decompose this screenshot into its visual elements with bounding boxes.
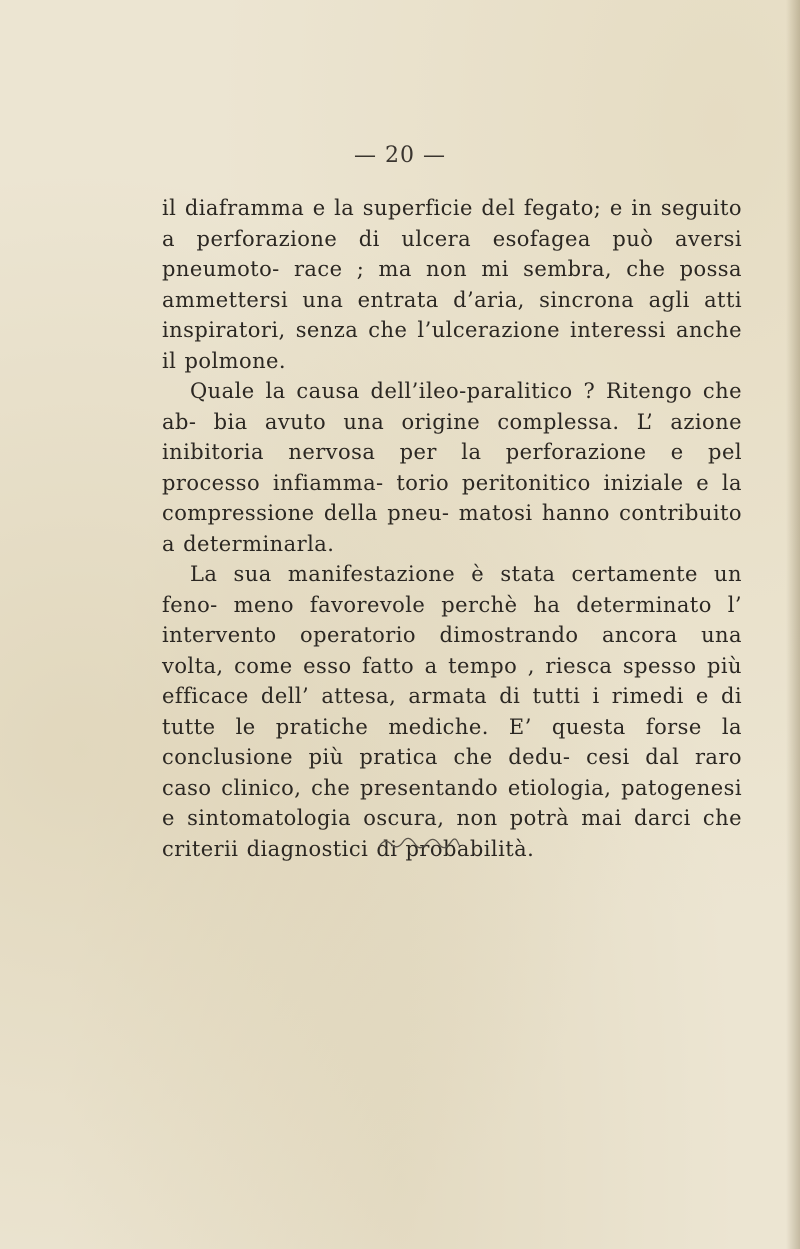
paragraph-1: il diaframma e la superficie del fegato; e in seguito a perforazione di ulcera esofagea può aversi pneumoto- race ; ma non mi sembra, che possa ammettersi una entrata d’aria, sincrona agli atti inspiratori, senza che l’ulcerazione interessi anche il polmone. bbox=[162, 196, 742, 373]
wavy-line-ornament-icon bbox=[378, 836, 460, 850]
paragraph-2: Quale la causa dell’ileo-paralitico ? Ritengo che ab- bia avuto una origine complessa. L’ azione inibitoria nervosa per la perforazione e pel processo infiamma- torio peritonitico iniziale e la compressione della pneu- matosi hanno contribuito a determinarla. bbox=[162, 379, 742, 556]
page-number: — 20 — bbox=[354, 143, 446, 168]
paragraph-3: La sua manifestazione è stata certamente un feno- meno favorevole perchè ha determinato l’ intervento operatorio dimostrando ancora una volta, come esso fatto a tempo , riesca spesso più efficace dell’ attesa, armata di tutti i rimedi e di tutte le pratiche mediche. E’ questa forse la conclusione più pratica che dedu- cesi dal raro caso clinico, che presentando etiologia, patogenesi e sintomatologia oscura, non potrà mai darci che criterii diagnostici di probabilità. bbox=[162, 562, 742, 861]
body-text bbox=[162, 193, 742, 864]
page-edge-shadow bbox=[786, 0, 800, 1249]
